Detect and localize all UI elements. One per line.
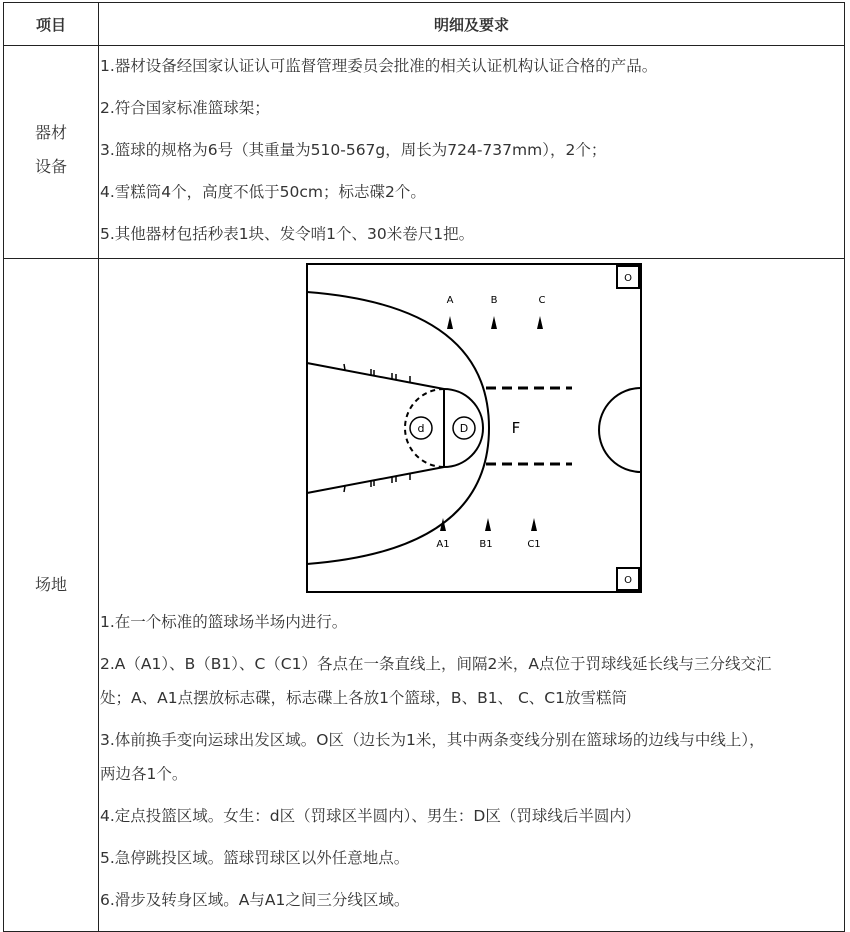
category-venue-label: 场地: [34, 575, 67, 594]
cone-marker-a: [447, 316, 453, 329]
label-zone-D: D: [459, 422, 469, 435]
label-b1: B1: [479, 539, 493, 550]
header-item: 项目: [35, 15, 66, 34]
label-zone-f: F: [511, 419, 521, 437]
label-c1: C1: [527, 539, 541, 550]
header-divider: [4, 45, 844, 46]
equipment-item-5: 5.其他器材包括秒表1块、发令哨1个、30米卷尺1把。: [100, 225, 475, 243]
header-details: 明细及要求: [433, 15, 509, 34]
equipment-item-1: 1.器材设备经国家认证认可监督管理委员会批准的相关认证机构认证合格的产品。: [100, 57, 658, 75]
label-a: A: [446, 295, 454, 306]
label-a1: A1: [436, 539, 450, 550]
venue-item-2a: 2.A（A1）、B（B1）、C（C1）各点在一条直线上，间隔2米，A点位于罚球线延长线与三分线交汇: [100, 655, 772, 673]
venue-item-3b: 两边各1个。: [100, 765, 188, 783]
cone-marker-c1: [531, 518, 537, 531]
column-divider: [98, 3, 99, 931]
equipment-item-4: 4.雪糕筒4个，高度不低于50cm；标志碟2个。: [100, 183, 426, 201]
category-equipment-line2: 设备: [34, 157, 67, 176]
venue-item-1: 1.在一个标准的篮球场半场内进行。: [100, 613, 348, 631]
venue-item-2b: 处；A、A1点摆放标志碟，标志碟上各放1个篮球，B、B1、 C、C1放雪糕筒: [100, 689, 627, 707]
half-court-boundary: [307, 264, 641, 592]
court-diagram: [304, 261, 644, 595]
lane-tick: [344, 364, 345, 370]
label-c: C: [538, 295, 546, 306]
lane-line-bottom: [307, 467, 444, 493]
label-zone-o-bottom: O: [624, 575, 632, 586]
venue-item-4: 4.定点投篮区域。女生：d区（罚球区半圆内）、男生：D区（罚球线后半圆内）: [100, 807, 641, 825]
lane-tick: [344, 486, 345, 492]
lane-line-top: [307, 363, 444, 389]
equipment-item-3: 3.篮球的规格为6号（其重量为510-567g，周长为724-737mm），2个；: [100, 141, 607, 159]
venue-item-3a: 3.体前换手变向运球出发区域。O区（边长为1米，其中两条变线分别在篮球场的边线与中线上），: [100, 731, 765, 749]
cone-marker-b1: [485, 518, 491, 531]
label-b: B: [490, 295, 498, 306]
venue-item-6: 6.滑步及转身区域。A与A1之间三分线区域。: [100, 891, 410, 909]
category-venue: [4, 568, 98, 602]
label-zone-d: d: [417, 422, 425, 435]
equipment-item-2: 2.符合国家标准篮球架；: [100, 99, 270, 117]
category-equipment-line1: 器材: [34, 123, 67, 142]
cone-marker-b: [491, 316, 497, 329]
category-equipment: [4, 110, 98, 190]
venue-item-5: 5.急停跳投区域。篮球罚球区以外任意地点。: [100, 849, 410, 867]
row-divider: [4, 258, 844, 259]
free-throw-semicircle-inner: [405, 389, 444, 467]
center-circle-arc: [599, 388, 641, 472]
label-zone-o-top: O: [624, 273, 632, 284]
cone-marker-c: [537, 316, 543, 329]
